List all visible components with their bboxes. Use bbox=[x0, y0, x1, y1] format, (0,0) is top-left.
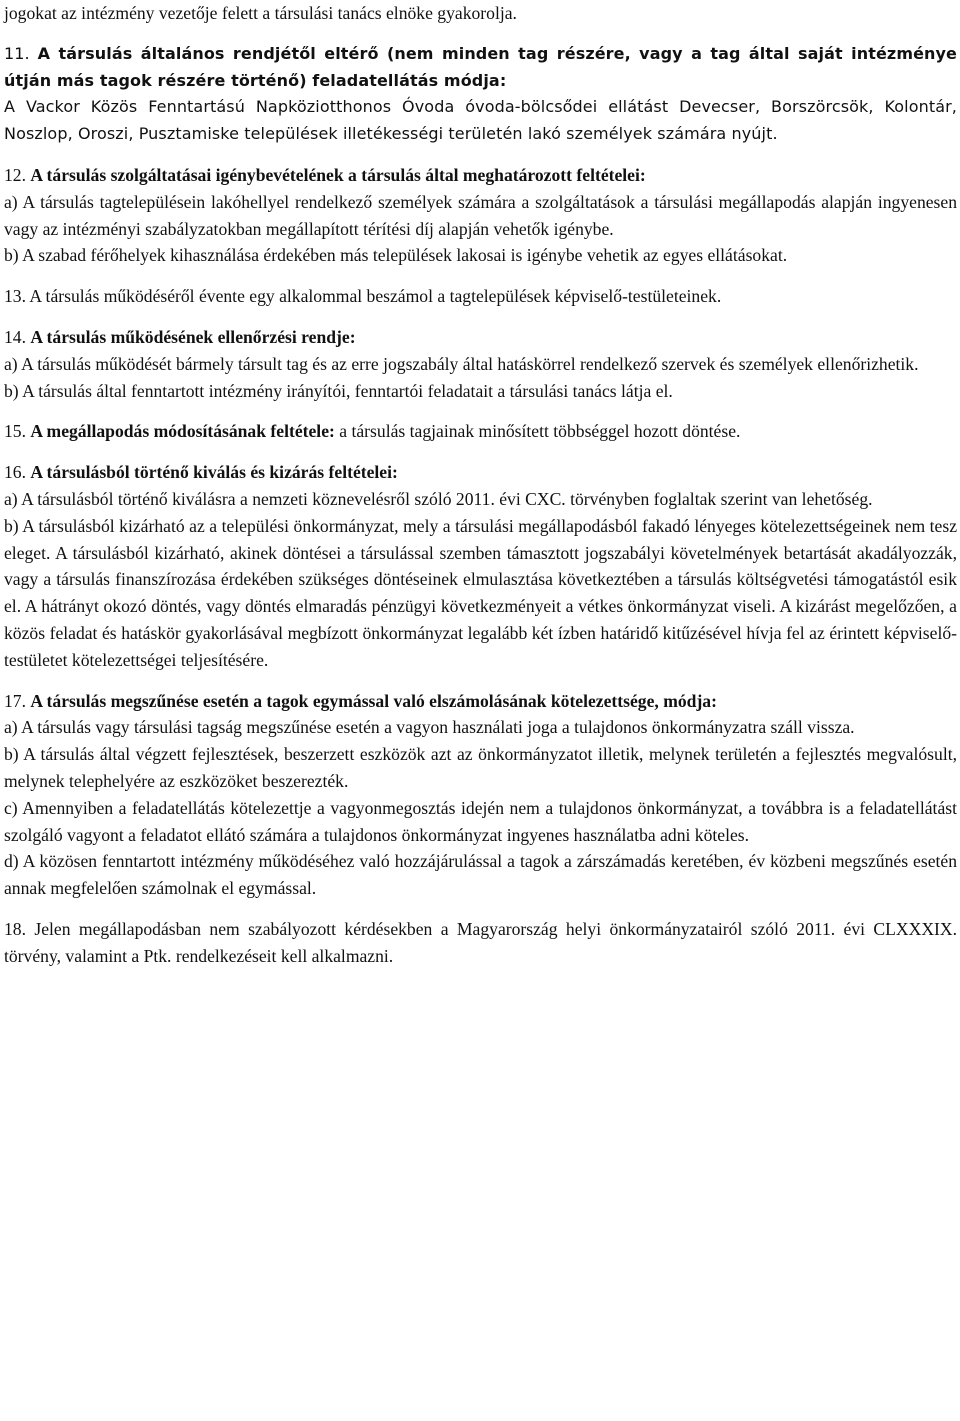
section-14-item-b: b) A társulás által fenntartott intézmény irányítói, fenntartói feladatait a társulási tanács látja el. bbox=[4, 380, 673, 401]
section-17-title: A társulás megszűnése esetén a tagok egymással való elszámolásának kötelezettsége, módja: bbox=[30, 690, 717, 711]
spacer bbox=[4, 148, 957, 162]
document-page bbox=[4, 0, 957, 970]
section-16-item-b: b) A társulásból kizárható az a települési önkormányzat, mely a társulási megállapodásból fakadó lényeges kötelezettségeinek nem tesz eleget. A társulásból kizárható, akinek döntései a társulással szemben támasztott jogszabályi követelmények betartását akadályozzák, vagy a társulás finanszírozása érdekében szükséges döntéseinek elmulasztása következtében a társulás költségvetési támogatástól esik el. A hátrányt okozó döntés, vagy döntés elmaradás pénzügyi következményeit a vétkes önkormányzat viseli. A kizárást megelőzően, a közös feladat és hatáskör gyakorlásával megbízott önkormányzat legalább két ízben határidő kitűzésével hívja fel az érintett képviselő-testületet kötelezettségei teljesítésére. bbox=[4, 515, 957, 670]
section-11-number: 11. bbox=[4, 43, 30, 63]
section-17-item-c: c) Amennyiben a feladatellátás kötelezettje a vagyonmegosztás idején nem a tulajdonos önkormányzat, a továbbra is a feladatellátást szolgáló vagyont a feladatot ellátó számára a tulajdonos önkormányzat ingyenes használatba adni köteles. bbox=[4, 797, 957, 845]
section-14-item-a: a) A társulás működését bármely társult tag és az erre jogszabály által hatáskörrel rendelkező szervek és személyek ellenőrizhetik. bbox=[4, 353, 919, 374]
section-15-number: 15. bbox=[4, 421, 26, 442]
section-18-text: 18. Jelen megállapodásban nem szabályozott kérdésekben a Magyarország helyi önkormányzatairól szóló 2011. évi CLXXXIX. törvény, valamint a Ptk. rendelkezéseit kell alkalmazni. bbox=[4, 918, 957, 966]
section-12-title: A társulás szolgáltatásai igénybevételének a társulás által meghatározott feltételei: bbox=[30, 164, 646, 185]
spacer bbox=[4, 269, 957, 283]
section-16 bbox=[4, 459, 957, 673]
section-17-item-d: d) A közösen fenntartott intézmény működéséhez való hozzájárulással a tagok a zárszámadás keretében, év közbeni megszűnés esetén annak megfelelően számolnak el egymással. bbox=[4, 851, 957, 899]
section-17 bbox=[4, 688, 957, 902]
section-11-title: A társulás általános rendjétől eltérő (nem minden tag részére, vagy a tag által saját intézménye útján más tagok részére történő) feladatellátás módja: bbox=[4, 43, 958, 90]
section-16-heading bbox=[4, 459, 957, 486]
section-16-item-a: a) A társulásból történő kiválásra a nemzeti köznevelésről szóló 2011. évi CXC. törvényben foglaltak szerint van lehetőség. bbox=[4, 488, 873, 509]
section-17-item-b: b) A társulás által végzett fejlesztések, beszerzett eszközök azt az önkormányzatot illetik, melynek területén a fejlesztés megvalósult, melynek telephelyére az eszközöket beszerezték. bbox=[4, 744, 957, 791]
section-13-text: 13. A társulás működéséről évente egy alkalommal beszámol a tagtelepülések képviselő-testületeinek. bbox=[4, 286, 722, 307]
spacer bbox=[4, 27, 957, 41]
section-16-title: A társulásból történő kiválás és kizárás feltételei: bbox=[30, 462, 398, 483]
section-13 bbox=[4, 283, 957, 310]
section-12-number: 12. bbox=[4, 164, 26, 185]
section-11-body: A Vackor Közös Fenntartású Napköziotthonos Óvoda óvoda-bölcsődei ellátást Devecser, Borszörcsök, Kolontár, Noszlop, Oroszi, Pusztamiske települések illetékességi területén lakó személyek számára nyújt. bbox=[4, 97, 957, 144]
spacer bbox=[4, 445, 957, 459]
section-12-heading bbox=[4, 162, 957, 189]
section-15 bbox=[4, 418, 957, 445]
section-15-title: A megállapodás módosításának feltétele: bbox=[30, 421, 335, 442]
spacer bbox=[4, 404, 957, 418]
section-17-item-a: a) A társulás vagy társulási tagság megszűnése esetén a vagyon használati joga a tulajdonos önkormányzatra száll vissza. bbox=[4, 717, 855, 738]
section-12-item-b: b) A szabad férőhelyek kihasználása érdekében más települések lakosai is igénybe vehetik az egyes ellátásokat. bbox=[4, 245, 788, 266]
section-15-body: a társulás tagjainak minősített többséggel hozott döntése. bbox=[339, 421, 741, 442]
section-11-heading bbox=[4, 41, 957, 95]
section-12-item-a: a) A társulás tagtelepülésein lakóhellyel rendelkező személyek számára a szolgáltatások a társulási megállapodás alapján ingyenesen vagy az intézményi szabályzatokban megállapított térítési díj alapján vehetők igénybe. bbox=[4, 191, 957, 239]
intro-line: jogokat az intézmény vezetője felett a társulási tanács elnöke gyakorolja. bbox=[4, 3, 517, 23]
section-14-number: 14. bbox=[4, 326, 26, 347]
section-11 bbox=[4, 41, 957, 148]
section-14 bbox=[4, 324, 957, 404]
spacer bbox=[4, 674, 957, 688]
spacer bbox=[4, 310, 957, 324]
section-15-text bbox=[4, 418, 957, 445]
section-17-heading bbox=[4, 688, 957, 715]
section-14-heading bbox=[4, 324, 957, 351]
section-14-title: A társulás működésének ellenőrzési rendje: bbox=[30, 326, 356, 347]
section-17-number: 17. bbox=[4, 690, 26, 711]
spacer bbox=[4, 902, 957, 916]
section-12 bbox=[4, 162, 957, 269]
section-16-number: 16. bbox=[4, 462, 26, 483]
section-18 bbox=[4, 916, 957, 970]
